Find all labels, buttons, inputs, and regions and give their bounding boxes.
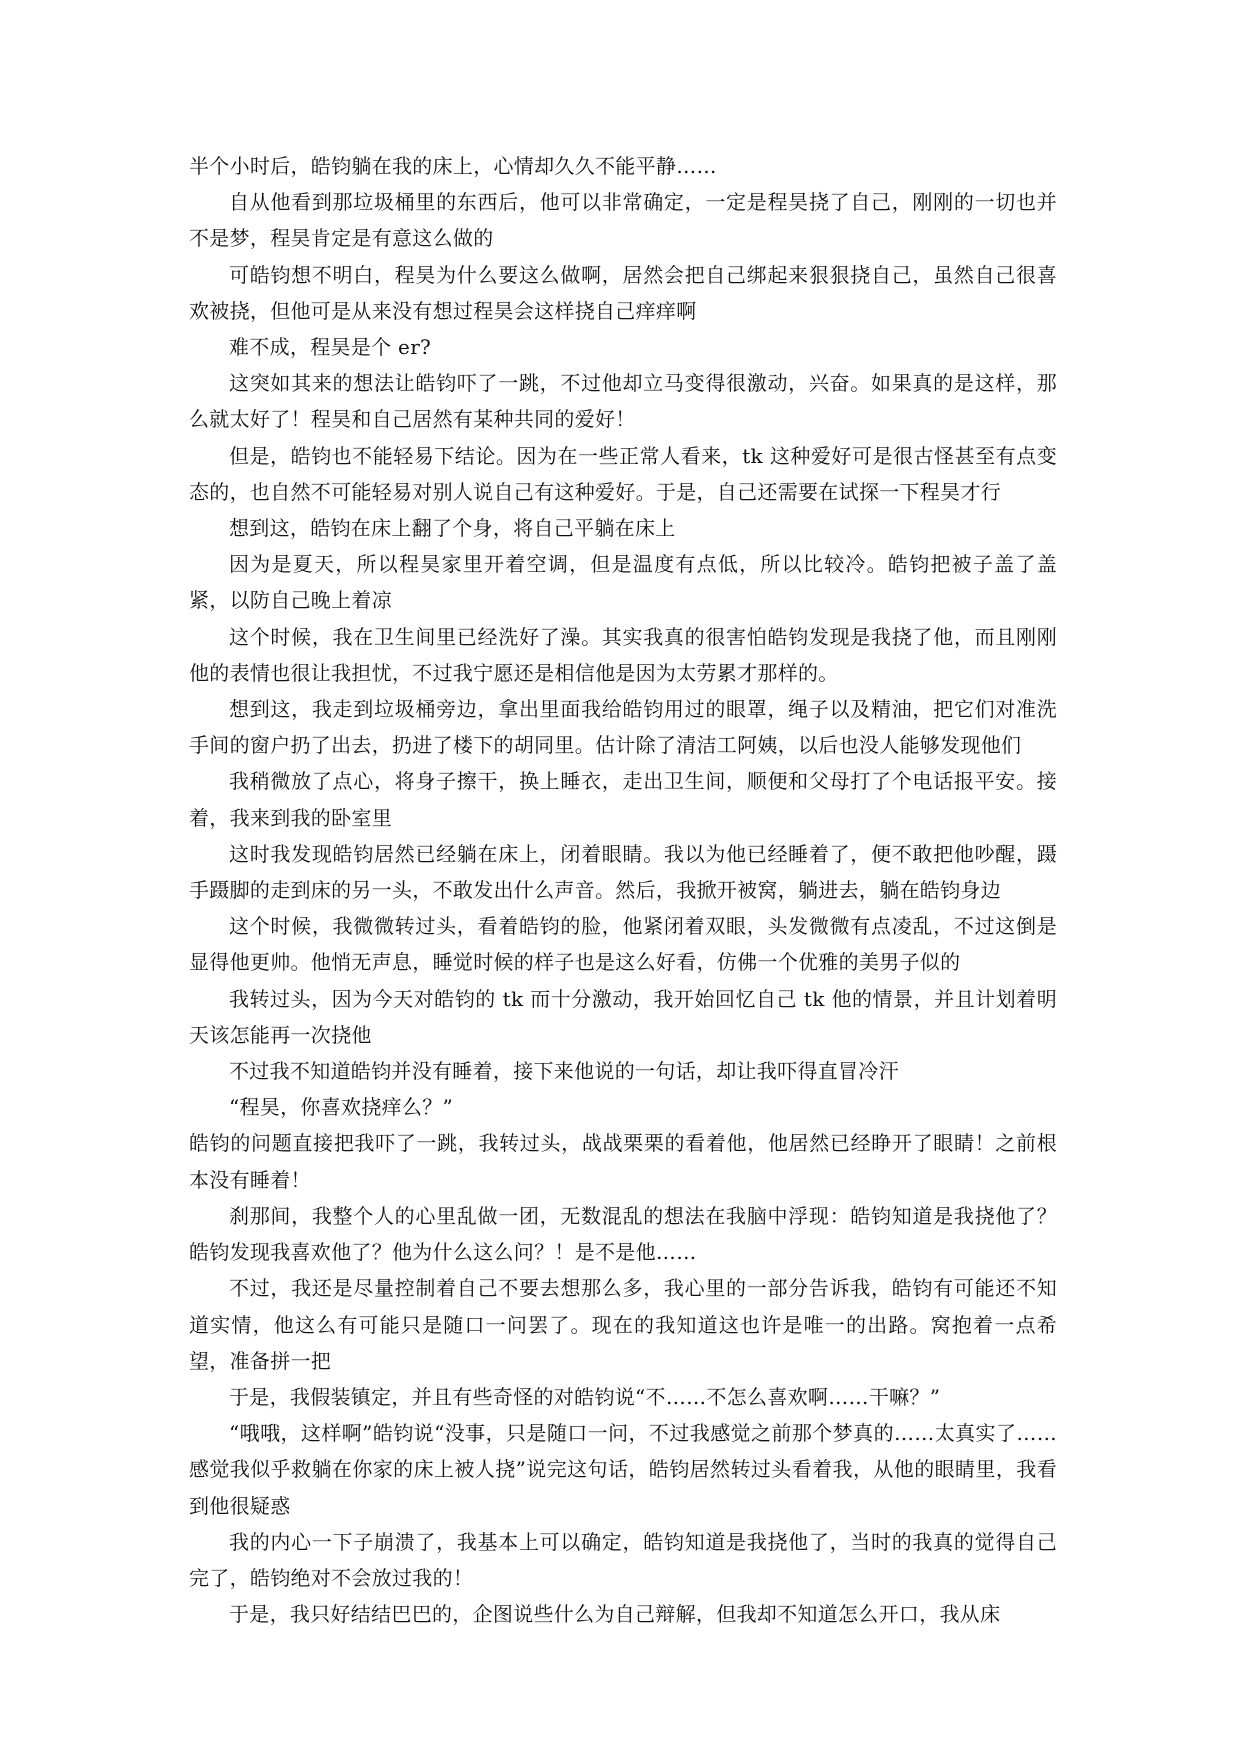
paragraph: 这时我发现皓钧居然已经躺在床上，闭着眼睛。我以为他已经睡着了，便不敢把他吵醒，蹑手蹑脚的走到床的另一头，不敢发出什么声音。然后，我掀开被窝，躺进去，躺在皓钧身边 [189, 841, 1057, 903]
paragraph: “哦哦，这样啊”皓钧说“没事，只是随口一问，不过我感觉之前那个梦真的……太真实了……感觉我似乎救躺在你家的床上被人挠”说完这句话，皓钧居然转过头看着我，从他的眼睛里，我看到他很疑惑 [189, 1421, 1057, 1518]
paragraph: 难不成，程昊是个 er? [229, 335, 432, 360]
paragraph: 想到这，我走到垃圾桶旁边，拿出里面我给皓钧用过的眼罩，绳子以及精油，把它们对准洗手间的窗户扔了出去，扔进了楼下的胡同里。估计除了清洁工阿姨，以后也没人能够发现他们 [189, 697, 1057, 758]
paragraph: 皓钧的问题直接把我吓了一跳，我转过头，战战栗栗的看着他，他居然已经睁开了眼睛！之前根本没有睡着！ [189, 1131, 1057, 1192]
paragraph: 这突如其来的想法让皓钧吓了一跳，不过他却立马变得很激动，兴奋。如果真的是这样，那么就太好了！程昊和自己居然有某种共同的爱好！ [189, 371, 1057, 432]
paragraph: 可皓钧想不明白，程昊为什么要这么做啊，居然会把自己绑起来狠狠挠自己，虽然自己很喜欢被挠，但他可是从来没有想过程昊会这样挠自己痒痒啊 [189, 262, 1057, 323]
paragraph: 于是，我只好结结巴巴的，企图说些什么为自己辩解，但我却不知道怎么开口，我从床 [229, 1602, 1001, 1627]
paragraph: 自从他看到那垃圾桶里的东西后，他可以非常确定，一定是程昊挠了自己，刚刚的一切也并不是梦，程昊肯定是有意这么做的 [189, 190, 1057, 251]
paragraph: 半个小时后，皓钧躺在我的床上，心情却久久不能平静…… [189, 154, 717, 178]
paragraph: 这个时候，我在卫生间里已经洗好了澡。其实我真的很害怕皓钧发现是我挠了他，而且刚刚他的表情也很让我担忧，不过我宁愿还是相信他是因为太劳累才那样的。 [189, 624, 1057, 685]
paragraph: 我稍微放了点心，将身子擦干，换上睡衣，走出卫生间，顺便和父母打了个电话报平安。接着，我来到我的卧室里 [189, 769, 1057, 830]
paragraph: 刹那间，我整个人的心里乱做一团，无数混乱的想法在我脑中浮现：皓钧知道是我挠他了？皓钧发现我喜欢他了？他为什么这么问？！是不是他…… [189, 1203, 1057, 1265]
paragraph: 想到这，皓钧在床上翻了个身，将自己平躺在床上 [229, 516, 676, 541]
paragraph: 因为是夏天，所以程昊家里开着空调，但是温度有点低，所以比较冷。皓钧把被子盖了盖紧，以防自己晚上着凉 [189, 552, 1057, 613]
paragraph: 不过我不知道皓钧并没有睡着，接下来他说的一句话，却让我吓得直冒冷汗 [229, 1059, 899, 1084]
paragraph: 我转过头，因为今天对皓钧的 tk 而十分激动，我开始回忆自己 tk 他的情景，并且计划着明天该怎能再一次挠他 [189, 986, 1057, 1047]
paragraph: 但是，皓钧也不能轻易下结论。因为在一些正常人看来，tk 这种爱好可是很古怪甚至有点变态的，也自然不可能轻易对别人说自己有这种爱好。于是，自己还需要在试探一下程昊才行 [189, 443, 1057, 504]
paragraph: 这个时候，我微微转过头，看着皓钧的脸，他紧闭着双眼，头发微微有点凌乱，不过这倒是显得他更帅。他悄无声息，睡觉时候的样子也是这么好看，仿佛一个优雅的美男子似的 [189, 914, 1057, 975]
paragraph: 于是，我假装镇定，并且有些奇怪的对皓钧说“不……不怎么喜欢啊……干嘛？” [229, 1384, 941, 1409]
document-body [189, 148, 1057, 1632]
paragraph: 我的内心一下子崩溃了，我基本上可以确定，皓钧知道是我挠他了，当时的我真的觉得自己完了，皓钧绝对不会放过我的！ [189, 1529, 1057, 1590]
paragraph: 不过，我还是尽量控制着自己不要去想那么多，我心里的一部分告诉我，皓钧有可能还不知道实情，他这么有可能只是随口一问罢了。现在的我知道这也许是唯一的出路。窝抱着一点希望，准备拼一把 [189, 1276, 1057, 1373]
paragraph: “程昊，你喜欢挠痒么？” [229, 1095, 454, 1120]
